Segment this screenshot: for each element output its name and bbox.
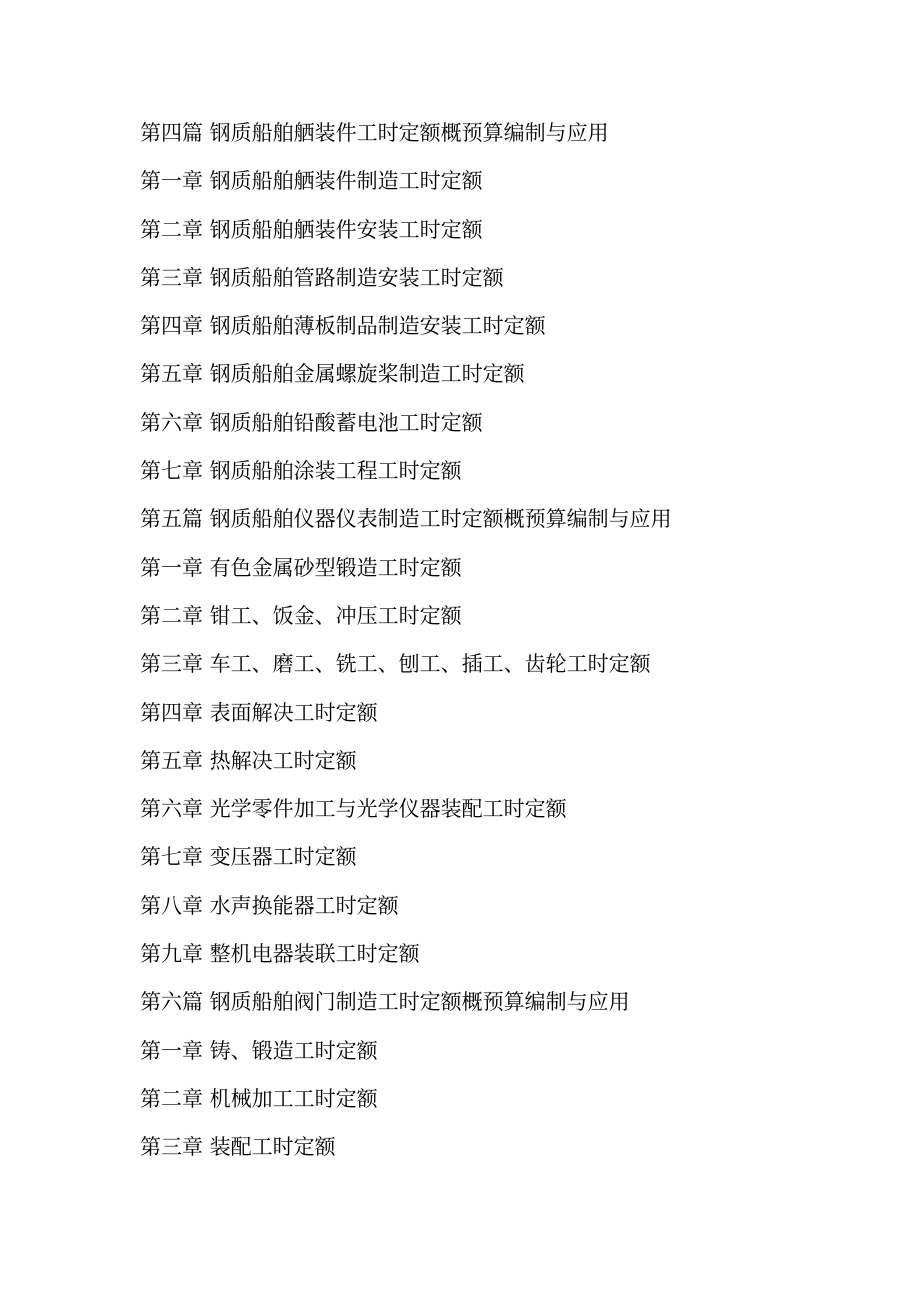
chapter-heading: 第一章 有色金属砂型锻造工时定额 <box>140 555 462 580</box>
chapter-heading: 第七章 钢质船舶涂装工程工时定额 <box>140 459 462 484</box>
chapter-heading: 第六章 钢质船舶铅酸蓄电池工时定额 <box>140 410 483 435</box>
chapter-heading: 第八章 水声换能器工时定额 <box>140 893 399 918</box>
chapter-heading: 第五章 热解决工时定额 <box>140 748 357 773</box>
chapter-heading: 第一章 钢质船舶舾装件制造工时定额 <box>140 169 483 194</box>
part-heading-6: 第六篇 钢质船舶阀门制造工时定额概预算编制与应用 <box>140 990 630 1015</box>
chapter-heading: 第三章 钢质船舶管路制造安装工时定额 <box>140 265 504 290</box>
chapter-heading: 第二章 钳工、饭金、冲压工时定额 <box>140 603 462 628</box>
part-heading-4: 第四篇 钢质船舶舾装件工时定额概预算编制与应用 <box>140 121 609 145</box>
chapter-heading: 第一章 铸、锻造工时定额 <box>140 1038 378 1063</box>
chapter-heading: 第三章 车工、磨工、铣工、刨工、插工、齿轮工时定额 <box>140 652 651 677</box>
chapter-heading: 第三章 装配工时定额 <box>140 1135 336 1160</box>
table-of-contents <box>140 117 840 1180</box>
chapter-heading: 第六章 光学零件加工与光学仪器装配工时定额 <box>140 797 567 822</box>
chapter-heading: 第九章 整机电器装联工时定额 <box>140 942 420 967</box>
part-heading-5: 第五篇 钢质船舶仪器仪表制造工时定额概预算编制与应用 <box>140 507 672 532</box>
chapter-heading: 第二章 钢质船舶舾装件安装工时定额 <box>140 217 483 242</box>
chapter-heading: 第四章 表面解决工时定额 <box>140 700 378 725</box>
chapter-heading: 第五章 钢质船舶金属螺旋桨制造工时定额 <box>140 362 525 387</box>
chapter-heading: 第七章 变压器工时定额 <box>140 845 357 870</box>
chapter-heading: 第四章 钢质船舶薄板制品制造安装工时定额 <box>140 314 546 339</box>
chapter-heading: 第二章 机械加工工时定额 <box>140 1086 378 1111</box>
